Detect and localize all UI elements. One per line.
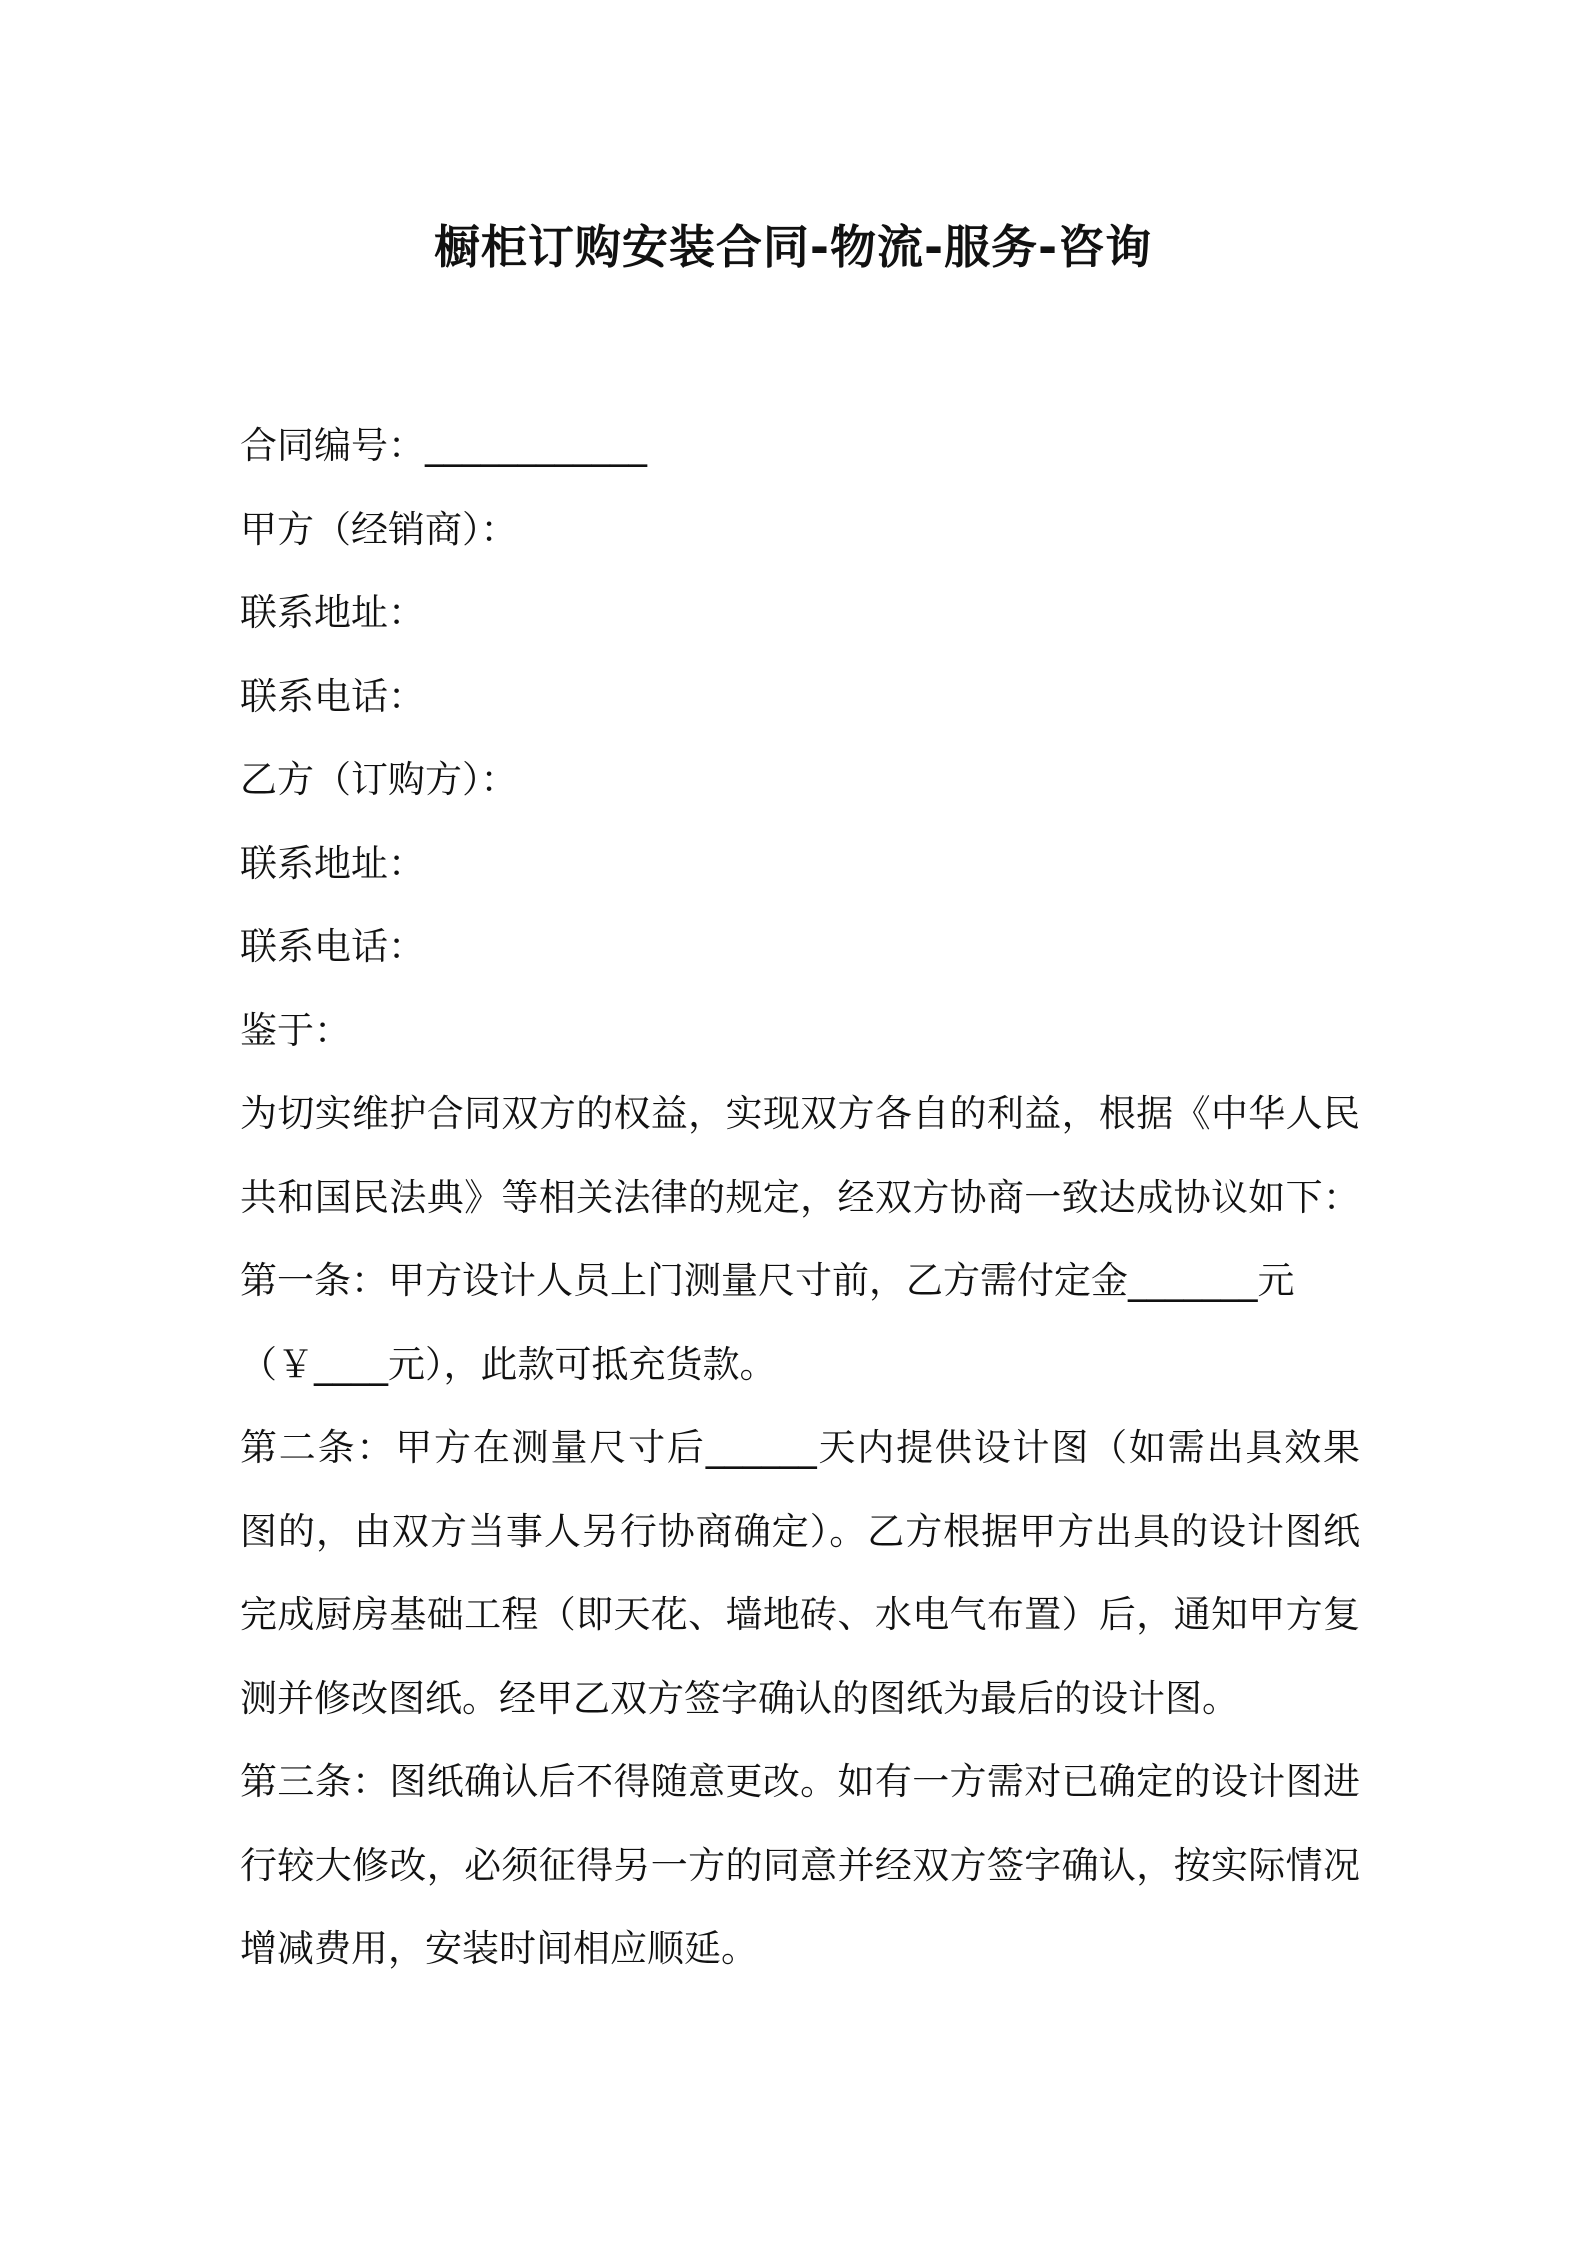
- article-2-line-3: 完成厨房基础工程（即天花、墙地砖、水电气布置）后，通知甲方复: [240, 1593, 1360, 1636]
- article-3-line-3: 增减费用，安装时间相应顺延。: [240, 1927, 758, 1970]
- contract-body: [240, 404, 1360, 1991]
- party-a-address-line: 联系地址：: [240, 591, 425, 634]
- party-b-phone-line: 联系电话：: [240, 925, 425, 968]
- article-2-line-1: 第二条：甲方在测量尺寸后______天内提供设计图（如需出具效果: [240, 1426, 1360, 1469]
- article-1-line-1: 第一条：甲方设计人员上门测量尺寸前，乙方需付定金_______元: [240, 1259, 1295, 1302]
- preamble-line-1: 为切实维护合同双方的权益，实现双方各自的利益，根据《中华人民: [240, 1092, 1360, 1135]
- article-1-line-2: （￥____元），此款可抵充货款。: [240, 1342, 777, 1386]
- article-2-line-4: 测并修改图纸。经甲乙双方签字确认的图纸为最后的设计图。: [240, 1676, 1239, 1720]
- contract-number-line: 合同编号：____________: [240, 424, 647, 467]
- article-3-line-1: 第三条：图纸确认后不得随意更改。如有一方需对已确定的设计图进: [240, 1760, 1360, 1803]
- party-a-line: 甲方（经销商）：: [240, 507, 518, 551]
- article-2-line-2: 图的，由双方当事人另行协商确定）。乙方根据甲方出具的设计图纸: [240, 1509, 1360, 1553]
- contract-title: 橱柜订购安装合同-物流-服务-咨询: [433, 220, 1153, 274]
- article-3-line-2: 行较大修改，必须征得另一方的同意并经双方签字确认，按实际情况: [240, 1843, 1360, 1887]
- preamble-line-2: 共和国民法典》等相关法律的规定，经双方协商一致达成协议如下：: [240, 1175, 1360, 1219]
- party-b-address-line: 联系地址：: [240, 841, 425, 885]
- whereas-line: 鉴于：: [240, 1008, 351, 1052]
- party-a-phone-line: 联系电话：: [240, 674, 425, 718]
- party-b-line: 乙方（订购方）：: [240, 758, 518, 801]
